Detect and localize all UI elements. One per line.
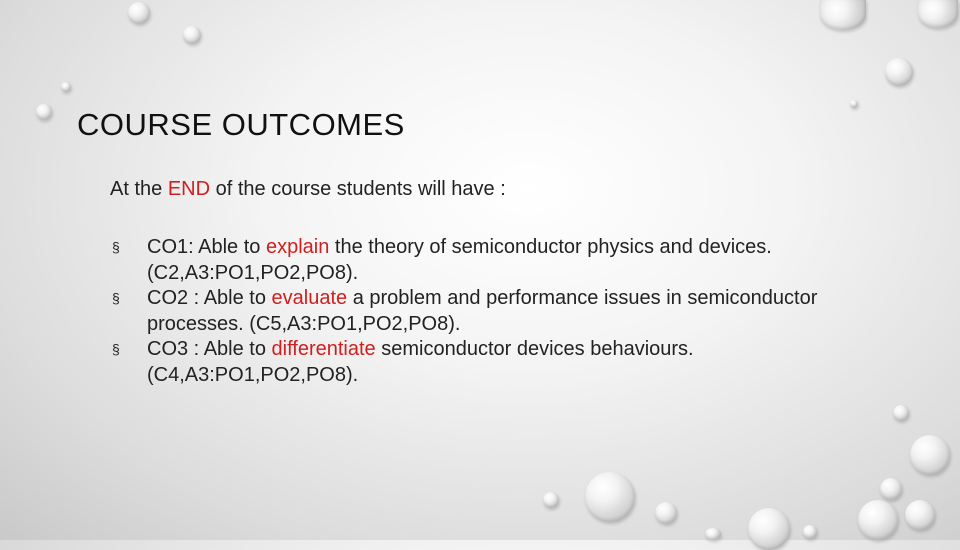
outcome-text-before: CO3 : Able to <box>147 338 272 360</box>
square-bullet-icon: § <box>112 290 120 306</box>
outcome-co1 <box>112 235 832 286</box>
water-droplet-decoration <box>61 82 71 92</box>
water-droplet-decoration <box>705 528 721 540</box>
water-droplet-decoration <box>910 435 950 475</box>
water-droplet-decoration <box>893 405 909 421</box>
outcome-text-after: a problem and performance issues in semiconductor processes. (C5,A3:PO1,PO2,PO8). <box>147 287 818 335</box>
water-droplet-decoration <box>918 0 958 28</box>
outcome-text-after: the theory of semiconductor physics and devices. (C2,A3:PO1,PO2,PO8). <box>147 236 772 284</box>
water-droplet-decoration <box>585 472 635 522</box>
course-outcomes-list <box>112 235 832 388</box>
water-droplet-decoration <box>803 525 817 539</box>
water-droplet-decoration <box>820 0 866 30</box>
outcome-text-after: semiconductor devices behaviours. (C4,A3:PO1,PO2,PO8). <box>147 338 694 386</box>
outcome-highlight-verb: differentiate <box>271 338 376 360</box>
water-droplet-decoration <box>858 500 898 540</box>
water-droplet-decoration <box>36 104 52 120</box>
water-droplet-decoration <box>543 492 559 508</box>
slide-title: COURSE OUTCOMES <box>77 107 405 142</box>
water-droplet-decoration <box>183 26 201 44</box>
intro-text-after: of the course students will have : <box>210 178 506 200</box>
intro-text-before: At the <box>110 178 168 200</box>
outcome-co2 <box>112 286 832 337</box>
water-droplet-decoration <box>885 58 913 86</box>
square-bullet-icon: § <box>112 341 120 357</box>
water-droplet-decoration <box>905 500 935 530</box>
intro-highlight-end: END <box>167 178 211 200</box>
water-droplet-decoration <box>128 2 150 24</box>
water-droplet-decoration <box>850 100 858 108</box>
square-bullet-icon: § <box>112 239 120 255</box>
outcome-highlight-verb: evaluate <box>271 287 348 309</box>
water-droplet-decoration <box>748 508 790 550</box>
water-droplet-decoration <box>655 502 677 524</box>
outcome-co3 <box>112 337 832 388</box>
water-droplet-decoration <box>880 478 902 500</box>
outcome-highlight-verb: explain <box>265 236 330 258</box>
outcome-text-before: CO2 : Able to <box>147 287 272 309</box>
intro-text <box>110 178 506 201</box>
outcome-text-before: CO1: Able to <box>147 236 266 258</box>
